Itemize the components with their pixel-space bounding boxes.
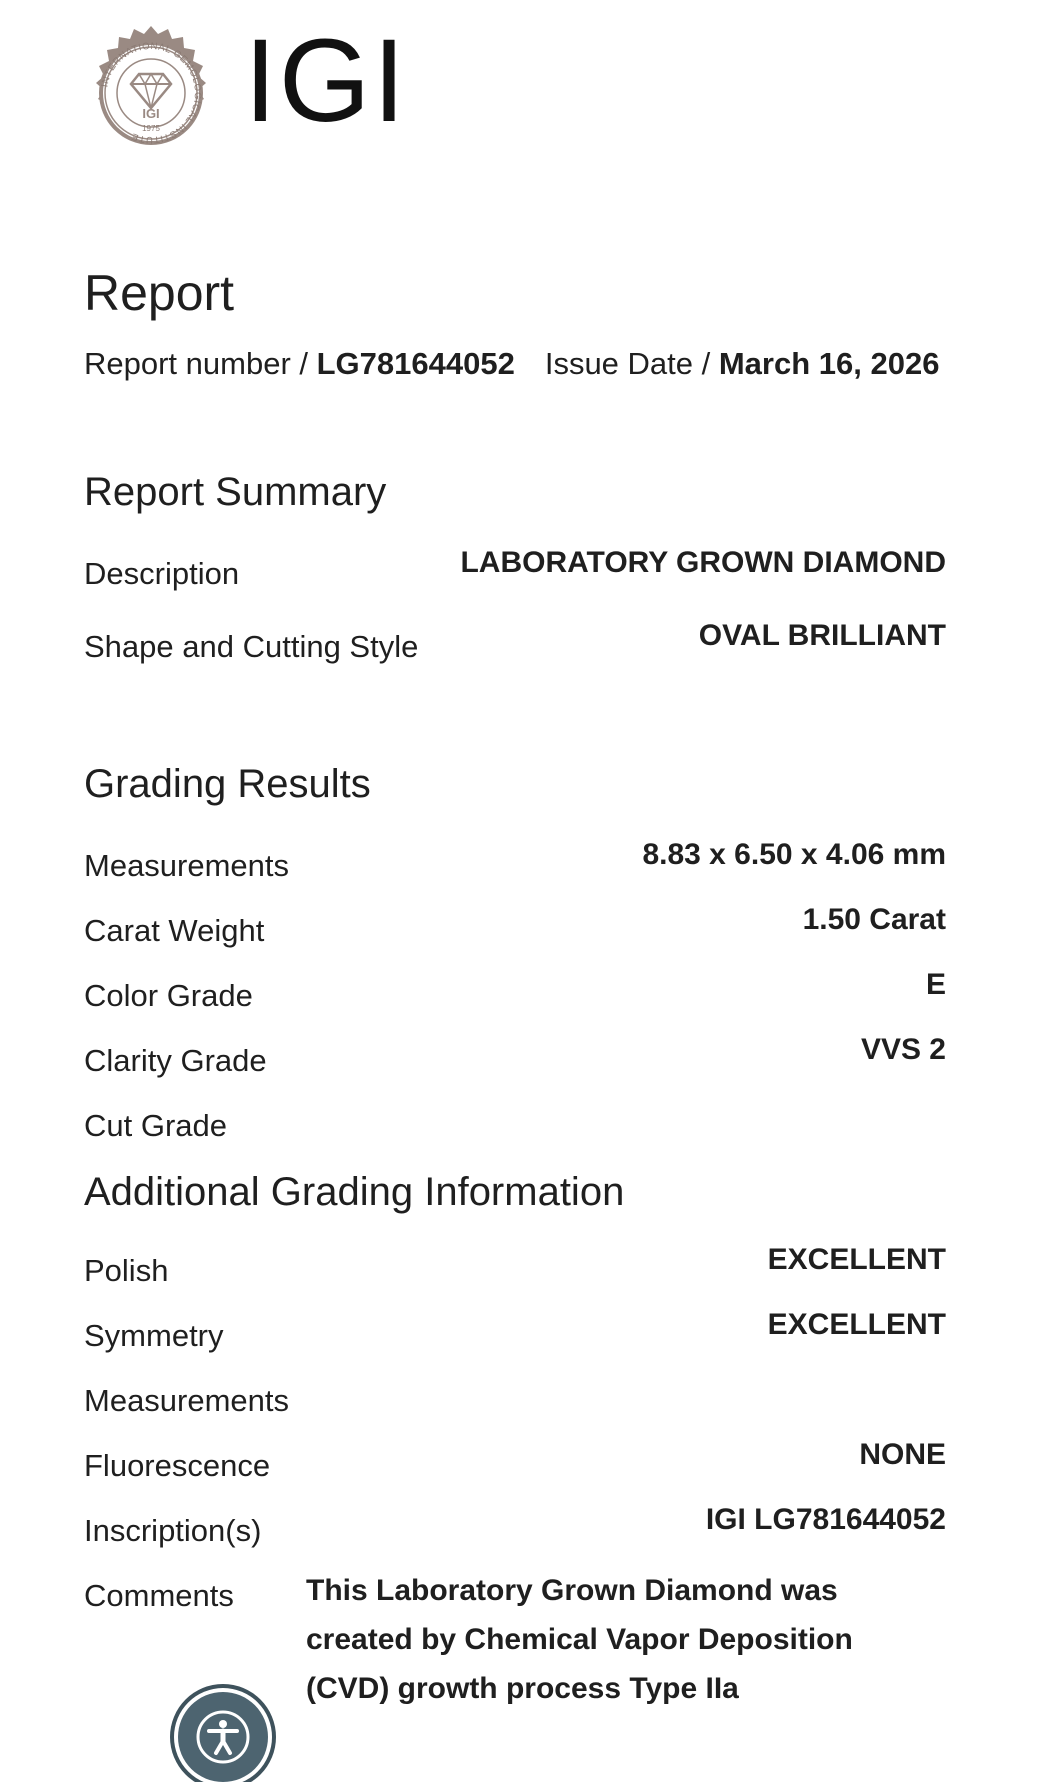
- grading-row-color: [84, 968, 946, 1016]
- row-label: Cut Grade: [84, 1108, 228, 1143]
- issue-date-label: Issue Date /: [544, 346, 719, 381]
- row-label: Inscription(s): [84, 1513, 262, 1548]
- accessibility-icon: [195, 1709, 251, 1765]
- row-label: Color Grade: [84, 978, 253, 1013]
- row-value: 1.50 Carat: [802, 903, 946, 936]
- row-label: Description: [84, 556, 240, 591]
- row-value: OVAL BRILLIANT: [698, 619, 946, 652]
- additional-row-measurements: [84, 1373, 946, 1421]
- additional-grading-title: Additional Grading Information: [84, 1170, 625, 1214]
- additional-row-inscription: [84, 1503, 946, 1551]
- grading-results-title: Grading Results: [84, 762, 371, 806]
- summary-row-description: [84, 546, 946, 594]
- row-label: Measurements: [84, 848, 290, 883]
- additional-row-symmetry: [84, 1308, 946, 1356]
- comments-label: Comments: [84, 1578, 234, 1613]
- igi-logo-wordmark: IGI: [244, 15, 408, 147]
- igi-seal-icon: [84, 26, 218, 160]
- grading-row-clarity: [84, 1033, 946, 1081]
- row-label: Fluorescence: [84, 1448, 271, 1483]
- svg-text:INTERNATIONAL GEMOLOGICAL INST: INTERNATIONAL GEMOLOGICAL INSTITUTE: [99, 40, 204, 146]
- row-value: NONE: [859, 1438, 946, 1471]
- svg-text:IGI: IGI: [142, 106, 160, 121]
- additional-row-fluorescence: [84, 1438, 946, 1486]
- report-meta: [84, 340, 944, 388]
- row-value: VVS 2: [860, 1033, 946, 1066]
- row-value: EXCELLENT: [767, 1243, 946, 1276]
- report-title: Report: [84, 265, 235, 321]
- row-label: Symmetry: [84, 1318, 224, 1353]
- summary-row-shape: [84, 619, 946, 667]
- row-label: Carat Weight: [84, 913, 265, 948]
- row-value: EXCELLENT: [767, 1308, 946, 1341]
- row-value: LABORATORY GROWN DIAMOND: [460, 546, 946, 579]
- grading-row-carat: [84, 903, 946, 951]
- row-label: Measurements: [84, 1383, 290, 1418]
- svg-text:1975: 1975: [142, 124, 160, 133]
- accessibility-button[interactable]: [178, 1692, 268, 1782]
- row-label: Clarity Grade: [84, 1043, 267, 1078]
- grading-row-cut: [84, 1098, 946, 1146]
- issue-date-value: March 16, 2026: [718, 346, 940, 381]
- row-label: Shape and Cutting Style: [84, 629, 419, 664]
- row-value: E: [925, 968, 946, 1001]
- row-value: IGI LG781644052: [705, 1503, 946, 1536]
- report-number-value: LG781644052: [316, 346, 515, 381]
- additional-row-polish: [84, 1243, 946, 1291]
- report-summary-title: Report Summary: [84, 470, 387, 514]
- grading-row-measurements: [84, 838, 946, 886]
- row-value: 8.83 x 6.50 x 4.06 mm: [642, 838, 946, 871]
- report-number-label: Report number /: [84, 346, 317, 381]
- comments-value: This Laboratory Grown Diamond was created by Chemical Vapor Deposition (CVD) growth process Type IIa: [306, 1574, 853, 1705]
- row-label: Polish: [84, 1253, 169, 1288]
